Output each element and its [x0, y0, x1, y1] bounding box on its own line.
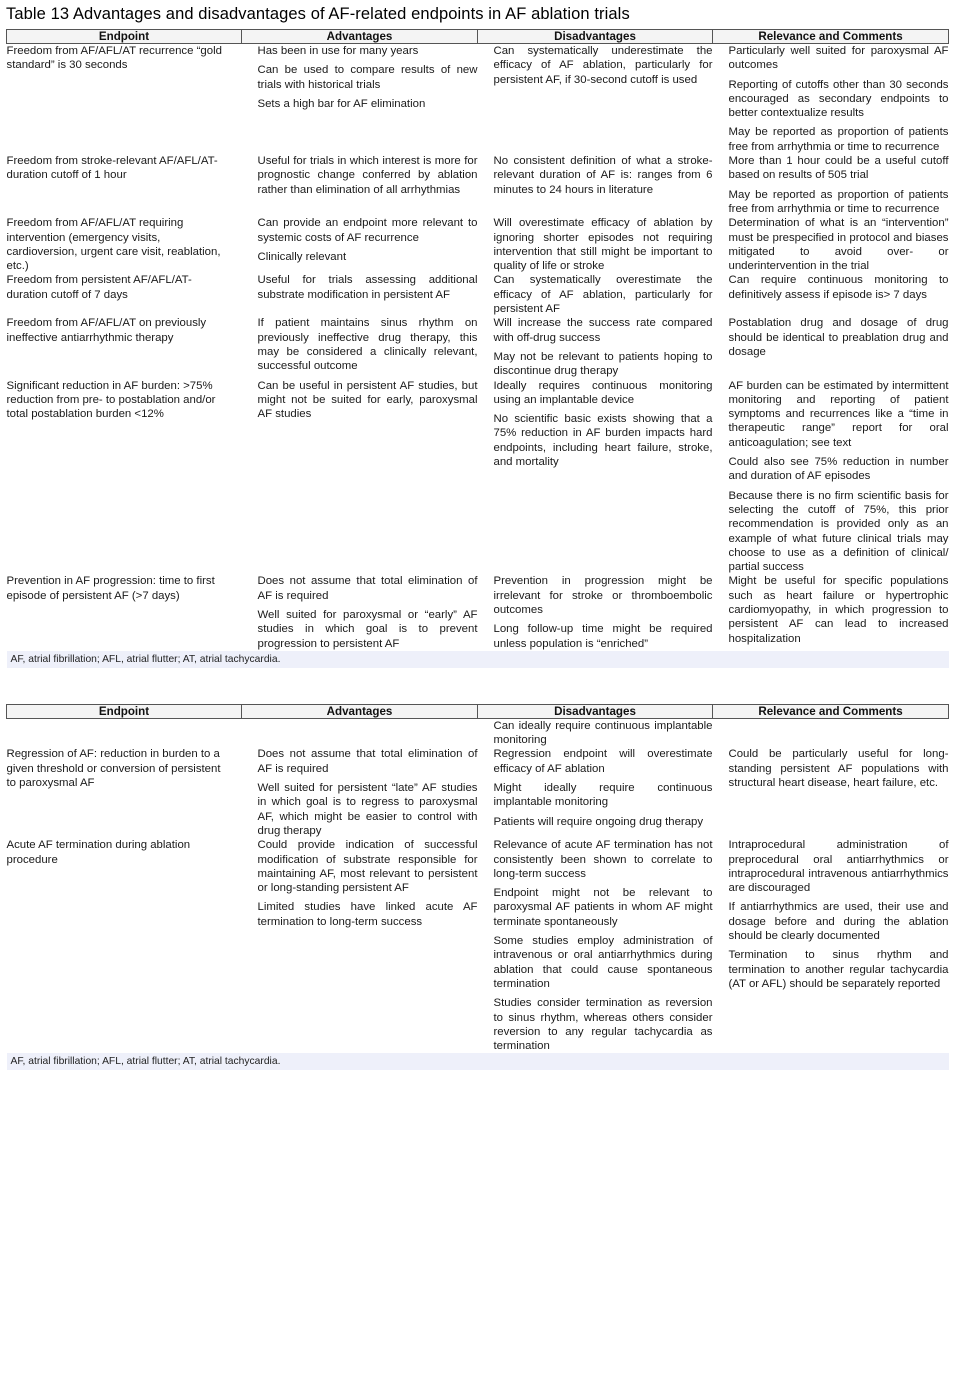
disadvantage-item: May not be relevant to patients hoping to discontinue drug therapy — [493, 350, 713, 378]
advantage-item: Sets a high bar for AF elimination — [257, 97, 426, 110]
disadvantage-item: No consistent definition of what a stroke-relevant duration of AF is: ranges from 6 minutes to 24 hours in literature — [493, 155, 713, 196]
table-body — [7, 44, 949, 651]
advantage-item: Can be used to compare results of new trials with historical trials — [257, 64, 478, 91]
comment-item: Intraprocedural administration of preprocedural oral antiarrhythmics or intraprocedural intravenous antiarrhythmics are discouraged — [728, 839, 949, 895]
table-footnote: AF, atrial fibrillation; AFL, atrial flutter; AT, atrial tachycardia. — [7, 1053, 949, 1070]
disadvantage-item: Endpoint might not be relevant to paroxysmal AF patients in whom AF might terminate spontaneously — [493, 887, 713, 928]
table-row — [7, 574, 949, 650]
table-row — [7, 154, 949, 216]
comments-cell — [713, 44, 949, 155]
comments-cell — [713, 316, 949, 378]
disadvantage-item: Will overestimate efficacy of ablation by ignoring shorter episodes not requiring intervention that still might be important to quality of life or stroke — [493, 217, 713, 273]
comment-item: If antiarrhythmics are used, their use and dosage before and during the ablation should be clearly documented — [728, 901, 949, 943]
advantage-item: Well suited for persistent “late” AF studies in which goal is to regress to paroxysmal AF, which might be easier to control with drug therapy — [257, 782, 478, 837]
comment-item: Might be useful for specific populations such as heart failure or hypertrophic cardiomyopathy, in which progression to persistent AF can lead to increased hospitalization — [728, 575, 949, 645]
disadvantage-item: Can ideally require continuous implantable monitoring — [493, 719, 713, 747]
comments-cell — [713, 154, 949, 216]
table-body — [7, 718, 949, 1053]
disadvantage-item: Long follow-up time might be required unless population is “enriched” — [493, 623, 713, 650]
table-row — [7, 316, 949, 378]
disadvantages-cell — [478, 273, 713, 316]
header-disadvantages: Disadvantages — [478, 704, 713, 718]
advantage-item: Has been in use for many years — [257, 45, 419, 57]
advantage-item: If patient maintains sinus rhythm on previously ineffective drug therapy, this may be considered a clinically relevant, successful outcome — [257, 317, 478, 373]
disadvantages-cell — [478, 316, 713, 378]
endpoint-cell: Freedom from persistent AF/AFL/AT-duration cutoff of 7 days — [6, 274, 192, 301]
endpoints-table-2 — [6, 704, 949, 1071]
table-header-row — [7, 704, 949, 718]
disadvantage-item: Might ideally require continuous implantable monitoring — [493, 782, 713, 809]
comment-item: More than 1 hour could be a useful cutoff based on results of 505 trial — [728, 155, 949, 182]
comments-cell — [713, 273, 949, 316]
endpoint-cell: Freedom from AF/AFL/AT on previously ineffective antiarrhythmic therapy — [6, 317, 207, 344]
comment-item: Can require continuous monitoring to definitively assess if episode is> 7 days — [728, 274, 949, 301]
advantages-cell — [242, 154, 478, 216]
advantages-cell — [242, 216, 478, 273]
comment-item: Could be particularly useful for long-standing persistent AF populations with structural heart disease, heart failure, etc. — [728, 748, 949, 790]
comments-cell — [713, 838, 949, 1053]
endpoint-cell: Acute AF termination during ablation procedure — [6, 839, 191, 866]
endpoint-cell: Freedom from stroke-relevant AF/AFL/AT-duration cutoff of 1 hour — [6, 155, 218, 182]
disadvantages-cell — [478, 747, 713, 838]
header-endpoint: Endpoint — [7, 30, 242, 44]
comment-item: Particularly well suited for paroxysmal AF outcomes — [728, 45, 949, 72]
advantage-item: Clinically relevant — [257, 250, 347, 263]
disadvantages-cell — [478, 379, 713, 575]
table-footnote-row — [7, 651, 949, 668]
advantage-item: Can provide an endpoint more relevant to systemic costs of AF recurrence — [257, 217, 478, 244]
advantage-item: Limited studies have linked acute AF termination to long-term success — [257, 901, 478, 928]
comment-item: AF burden can be estimated by intermittent monitoring and reporting of patient symptoms and recurrences like a “time in therapeutic range” report for oral anticoagulation; see text — [728, 379, 949, 449]
advantages-cell — [242, 316, 478, 378]
disadvantage-item: Regression endpoint will overestimate efficacy of AF ablation — [493, 748, 713, 775]
disadvantage-item: Patients will require ongoing drug therapy — [493, 815, 704, 828]
header-endpoint: Endpoint — [7, 704, 242, 718]
advantages-cell — [242, 574, 478, 650]
advantage-item: Could provide indication of successful modification of substrate responsible for maintaining AF, most relevant to persistent or long-standing persistent AF — [257, 839, 478, 895]
endpoint-cell — [7, 718, 242, 747]
endpoint-cell: Freedom from AF/AFL/AT recurrence “gold standard” is 30 seconds — [6, 45, 222, 72]
table-title: Table 13 Advantages and disadvantages of AF-related endpoints in AF ablation trials — [6, 5, 630, 23]
disadvantage-item: Some studies employ administration of intravenous or oral antiarrhythmics during ablation that could cause spontaneous termination — [493, 935, 713, 990]
disadvantage-item: Can systematically underestimate the efficacy of AF ablation, particularly for persistent AF, if 30-second cutoff is used — [493, 45, 713, 86]
comments-cell — [713, 379, 949, 575]
disadvantage-item: No scientific basic exists showing that a 75% reduction in AF burden impacts hard endpoints, including heart failure, stroke, and mortality — [493, 413, 713, 469]
advantages-cell — [242, 44, 478, 155]
disadvantages-cell — [478, 838, 713, 1053]
disadvantage-item: Prevention in progression might be irrelevant for stroke or thromboembolic outcomes — [493, 575, 713, 616]
comment-item: May be reported as proportion of patients free from arrhythmia or time to recurrence — [728, 188, 949, 215]
comments-cell — [713, 574, 949, 650]
comments-cell — [713, 216, 949, 273]
comments-cell — [713, 747, 949, 838]
disadvantage-item: Studies consider termination as reversion to sinus rhythm, whereas others consider reversion to any regular tachycardia as termination — [493, 997, 713, 1053]
table-row — [7, 838, 949, 1053]
table-row — [7, 44, 949, 155]
advantages-cell — [242, 379, 478, 575]
header-disadvantages: Disadvantages — [478, 30, 713, 44]
advantage-item: Does not assume that total elimination of AF is required — [257, 575, 478, 602]
disadvantage-item: Relevance of acute AF termination has not consistently been shown to correlate to long-term success — [493, 839, 713, 880]
advantages-cell — [242, 273, 478, 316]
header-advantages: Advantages — [242, 30, 478, 44]
disadvantages-cell — [478, 44, 713, 155]
disadvantage-item: Can systematically overestimate the efficacy of AF ablation, particularly for persistent AF — [493, 274, 713, 316]
header-comments: Relevance and Comments — [713, 30, 949, 44]
advantage-item: Does not assume that total elimination of AF is required — [257, 748, 478, 775]
page — [6, 4, 948, 1070]
advantage-item: Useful for trials in which interest is more for prognostic change conferred by ablation rather than elimination of all arrhythmias — [257, 155, 478, 196]
advantages-cell — [242, 747, 478, 838]
table-row — [7, 718, 949, 747]
advantages-cell — [242, 718, 478, 747]
advantage-item: Can be useful in persistent AF studies, but might not be suited for early, paroxysmal AF studies — [257, 379, 478, 421]
table-row — [7, 747, 949, 838]
comment-item: Termination to sinus rhythm and termination to another regular tachycardia (AT or AFL) should be separately reported — [728, 949, 949, 990]
disadvantages-cell — [478, 154, 713, 216]
table-header-row — [7, 30, 949, 44]
endpoint-cell: Significant reduction in AF burden: >75% reduction from pre- to postablation and/or total postablation burden <12% — [6, 379, 216, 421]
disadvantages-cell — [478, 574, 713, 650]
endpoint-cell: Prevention in AF progression: time to first episode of persistent AF (>7 days) — [6, 575, 215, 602]
disadvantages-cell — [478, 718, 713, 747]
table-row — [7, 216, 949, 273]
comment-item: Could also see 75% reduction in number and duration of AF episodes — [728, 456, 949, 483]
endpoint-cell: Regression of AF: reduction in burden to a given threshold or conversion of persistent to paroxysmal AF — [6, 748, 221, 790]
header-advantages: Advantages — [242, 704, 478, 718]
endpoint-cell: Freedom from AF/AFL/AT requiring intervention (emergency visits, cardioversion, urgent care visit, reablation, etc.) — [6, 217, 221, 273]
comment-item: Reporting of cutoffs other than 30 seconds encouraged as secondary endpoints to better contextualize results — [728, 78, 949, 120]
endpoints-table-1 — [6, 29, 949, 668]
comments-cell — [713, 718, 949, 747]
table-footnote: AF, atrial fibrillation; AFL, atrial flutter; AT, atrial tachycardia. — [7, 651, 949, 668]
table-row — [7, 273, 949, 316]
disadvantage-item: Ideally requires continuous monitoring using an implantable device — [493, 379, 713, 406]
comment-item: Postablation drug and dosage of drug should be identical to preablation drug and dosage — [728, 317, 949, 358]
advantages-cell — [242, 838, 478, 1053]
table-row — [7, 379, 949, 575]
comment-item: Determination of what is an “intervention” must be prespecified in protocol and biases mitigated to avoid over- or underintervention in the trial — [728, 217, 949, 273]
advantage-item: Useful for trials assessing additional substrate modification in persistent AF — [257, 274, 478, 301]
advantage-item: Well suited for paroxysmal or “early” AF studies in which goal is to prevent progression to persistent AF — [257, 608, 478, 650]
header-comments: Relevance and Comments — [713, 704, 949, 718]
comment-item: Because there is no firm scientific basis for selecting the cutoff of 75%, this prior recommendation is provided only as an example of what future clinical trials may choose to use as a definition of clinical/ partial success — [728, 489, 949, 574]
comment-item: May be reported as proportion of patients free from arrhythmia or time to recurrence — [728, 126, 949, 153]
disadvantage-item: Will increase the success rate compared with off-drug success — [493, 317, 713, 344]
table-footnote-row — [7, 1053, 949, 1070]
disadvantages-cell — [478, 216, 713, 273]
